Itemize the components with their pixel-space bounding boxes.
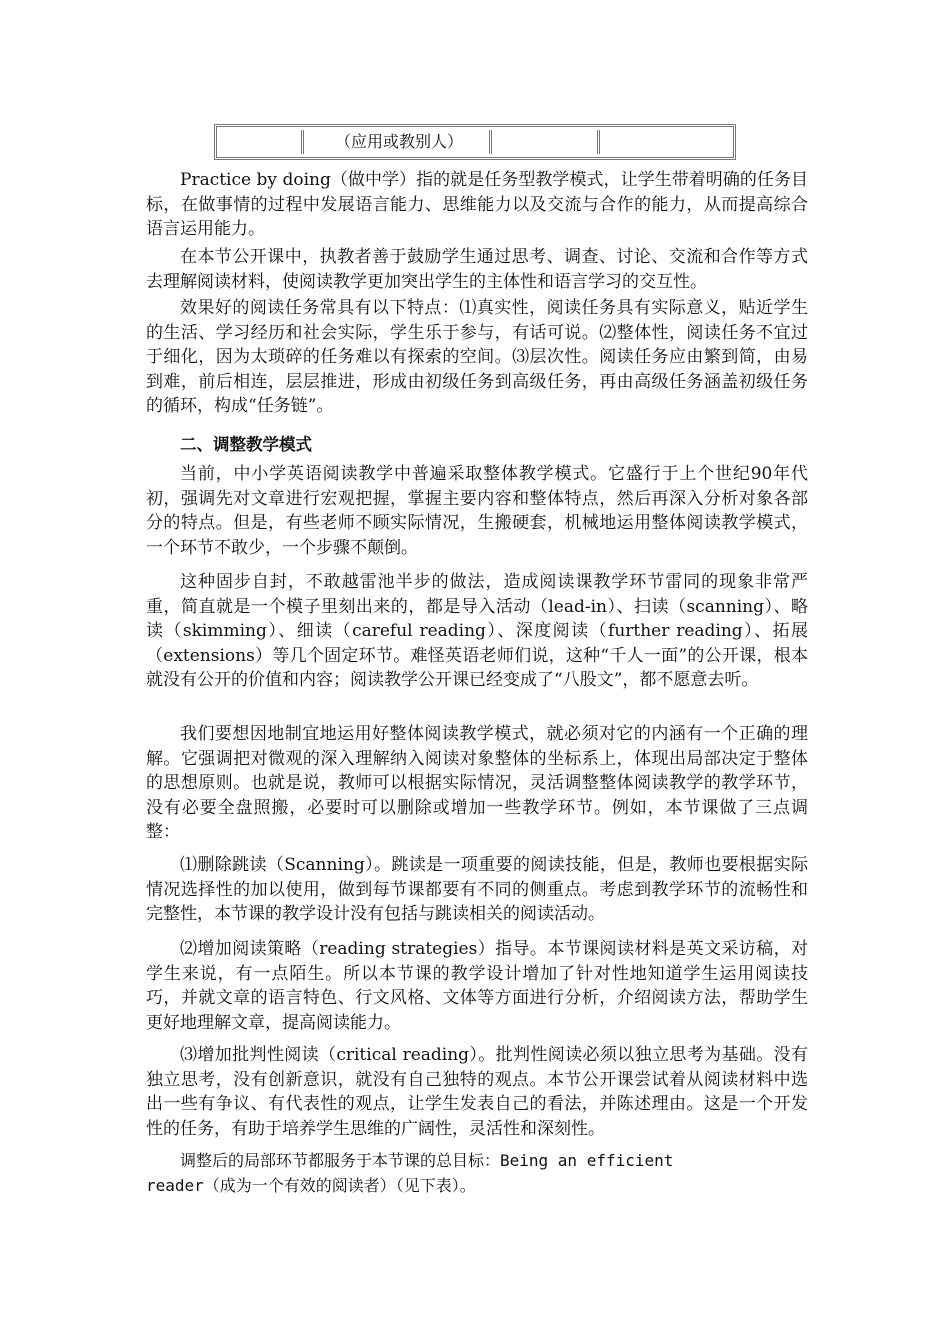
paragraph-open-class: 在本节公开课中，执教者善于鼓励学生通过思考、调查、讨论、交流和合作等方式去理解阅读材料，使阅读教学更加突出学生的主体性和语言学习的交互性。 [146,247,808,292]
paragraph-goal-line2: reader（成为一个有效的阅读者）（见下表）。 [146,1176,476,1195]
table-divider [597,130,600,154]
paragraph-goal-line1: 调整后的局部环节都服务于本节课的总目标：Being an efficient [180,1151,674,1170]
paragraph-understanding: 我们要想因地制宜地运用好整体阅读教学模式，就必须对它的内涵有一个正确的理解。它强调把对微观的深入理解纳入阅读对象整体的坐标系上，体现出局部决定于整体的思想原则。也就是说，教师可以根据实际情况，灵活调整整体阅读教学的教学环节，没有必要全盘照搬，必要时可以删除或增加一些教学环节。例如，本节课做了三点调整： [146,724,808,842]
paragraph-task-features: 效果好的阅读任务常具有以下特点：⑴真实性，阅读任务具有实际意义，贴近学生的生活、学习经历和社会实际，学生乐于参与，有话可说。⑵整体性，阅读任务不宜过于细化，因为太琐碎的任务难以有探索的空间。⑶层次性。阅读任务应由繁到简，由易到难，前后相连，层层推进，形成由初级任务到高级任务，再由高级任务涵盖初级任务的循环，构成“任务链”。 [146,298,808,416]
paragraph-rigid-approach: 这种固步自封，不敢越雷池半步的做法，造成阅读课教学环节雷同的现象非常严重，简直就是一个模子里刻出来的，都是导入活动（lead-in）、扫读（scanning）、略读（skimming）、细读（careful reading）、深度阅读（further reading）、拓展（extensions）等几个固定环节。难怪英语老师们说，这种“千人一面”的公开课，根本就没有公开的价值和内容；阅读教学公开课已经变成了“八股文”，都不愿意去听。 [146,572,808,690]
paragraph-adjust-3: ⑶增加批判性阅读（critical reading）。批判性阅读必须以独立思考为基础。没有独立思考，没有创新意识，就没有自己独特的观点。本节公开课尝试着从阅读材料中选出一些有争议、有代表性的观点，让学生发表自己的看法，并陈述理由。这是一个开发性的任务，有助于培养学生思维的广阔性，灵活性和深刻性。 [146,1045,808,1139]
section-heading: 二、调整教学模式 [180,435,312,454]
paragraph-current-model: 当前，中小学英语阅读教学中普遍采取整体教学模式。它盛行于上个世纪90年代初，强调先对文章进行宏观把握，掌握主要内容和整体特点，然后再深入分析对象各部分的特点。但是，有些老师不顾实际情况，生搬硬套，机械地运用整体阅读教学模式，一个环节不敢少，一个步骤不颠倒。 [146,464,808,558]
table-divider [301,130,304,154]
paragraph-practice-by-doing: Practice by doing（做中学）指的就是任务型教学模式，让学生带着明确的任务目标，在做事情的过程中发展语言能力、思维能力以及交流与合作的能力，从而提高综合语言运用能力。 [146,170,808,239]
table-divider [489,130,492,154]
paragraph-adjust-1: ⑴删除跳读（Scanning）。跳读是一项重要的阅读技能，但是，教师也要根据实际情况选择性的加以使用，做到每节课都要有不同的侧重点。考虑到教学环节的流畅性和完整性，本节课的教学设计没有包括与跳读相关的阅读活动。 [146,855,808,924]
table-cell-text: （应用或教别人） [334,132,463,151]
table-fragment [214,124,736,160]
paragraph-adjust-2: ⑵增加阅读策略（reading strategies）指导。本节课阅读材料是英文采访稿，对学生来说，有一点陌生。所以本节课的教学设计增加了针对性地知道学生运用阅读技巧，并就文章的语言特色、行文风格、文体等方面进行分析，介绍阅读方法，帮助学生更好地理解文章，提高阅读能力。 [146,939,808,1033]
